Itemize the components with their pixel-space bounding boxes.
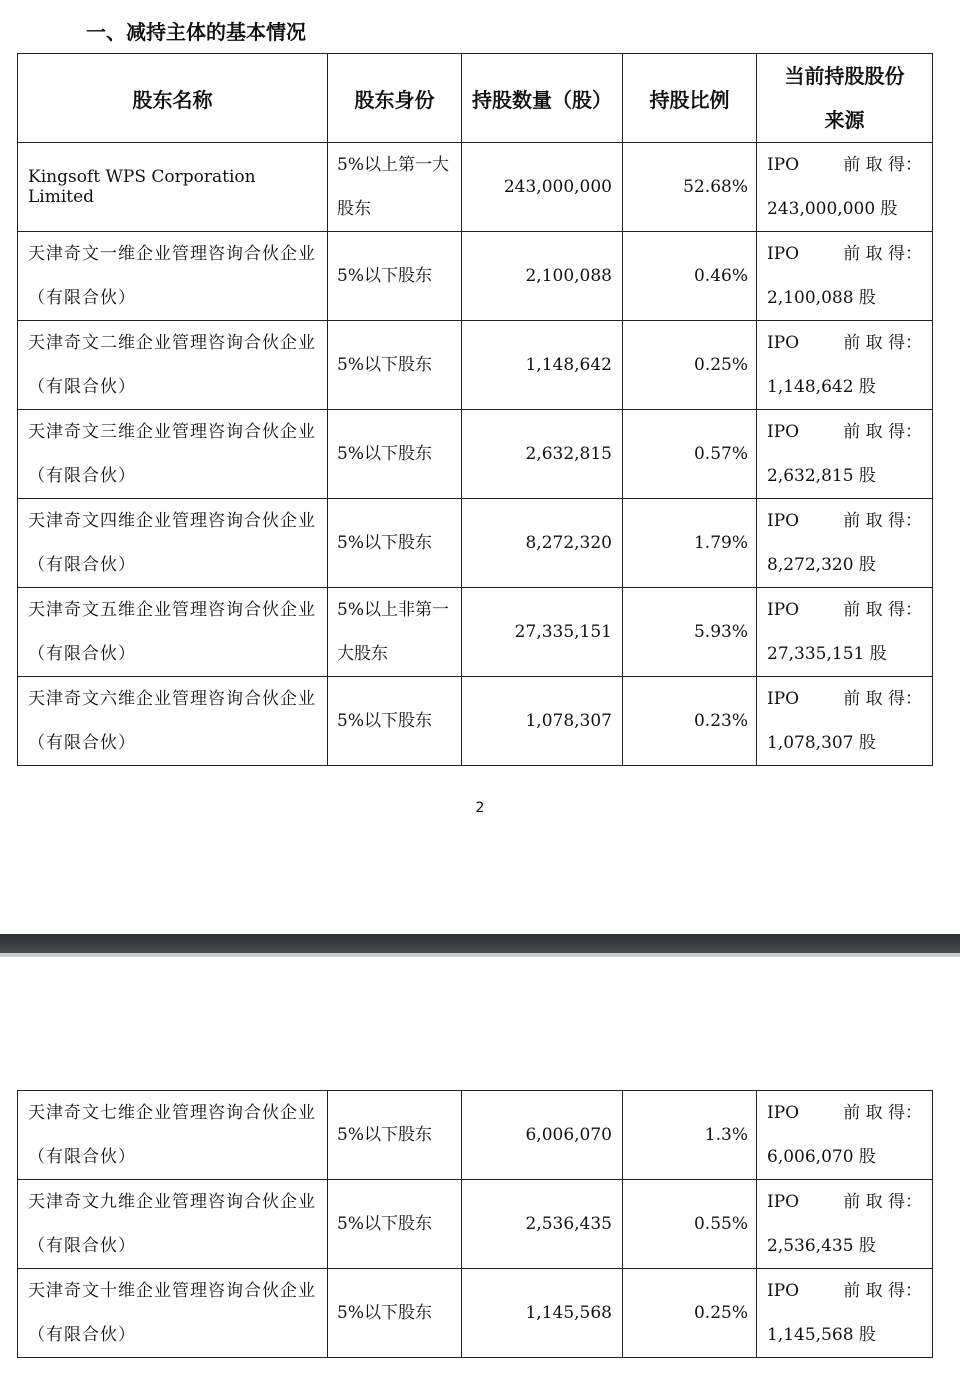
source-prefix: IPO xyxy=(767,333,800,353)
source-prefix: IPO xyxy=(767,689,800,709)
shareholder-name: 天津奇文二维企业管理咨询合伙企业（有限合伙） xyxy=(18,321,328,410)
share-ratio: 0.23% xyxy=(623,677,757,766)
source-label: 前 取 得： xyxy=(843,600,922,620)
shareholder-table-continued xyxy=(17,1090,933,1358)
shareholder-identity: 5%以下股东 xyxy=(328,410,462,499)
share-ratio: 0.57% xyxy=(623,410,757,499)
table-header-row xyxy=(18,54,933,143)
shareholder-identity: 5%以上第一大股东 xyxy=(328,143,462,232)
header-identity: 股东身份 xyxy=(328,54,462,143)
source-amount: 1,148,642 股 xyxy=(767,377,876,397)
share-quantity: 6,006,070 xyxy=(462,1091,623,1180)
share-ratio: 5.93% xyxy=(623,588,757,677)
table-row xyxy=(18,1180,933,1269)
source-prefix: IPO xyxy=(767,511,800,531)
shareholder-name: 天津奇文三维企业管理咨询合伙企业（有限合伙） xyxy=(18,410,328,499)
section-title: 一、减持主体的基本情况 xyxy=(86,20,306,44)
shareholder-identity: 5%以下股东 xyxy=(328,499,462,588)
table-row xyxy=(18,588,933,677)
source-amount: 1,078,307 股 xyxy=(767,733,876,753)
table-row xyxy=(18,1091,933,1180)
share-quantity: 2,100,088 xyxy=(462,232,623,321)
share-source xyxy=(757,321,933,410)
shareholder-name: 天津奇文一维企业管理咨询合伙企业（有限合伙） xyxy=(18,232,328,321)
share-ratio: 1.3% xyxy=(623,1091,757,1180)
share-ratio: 1.79% xyxy=(623,499,757,588)
shareholder-name: 天津奇文十维企业管理咨询合伙企业（有限合伙） xyxy=(18,1269,328,1358)
source-prefix: IPO xyxy=(767,422,800,442)
shareholder-identity: 5%以下股东 xyxy=(328,232,462,321)
source-prefix: IPO xyxy=(767,1192,800,1212)
share-quantity: 243,000,000 xyxy=(462,143,623,232)
source-amount: 2,632,815 股 xyxy=(767,466,876,486)
table-row xyxy=(18,410,933,499)
source-prefix: IPO xyxy=(767,1281,800,1301)
shareholder-name: 天津奇文六维企业管理咨询合伙企业（有限合伙） xyxy=(18,677,328,766)
header-ratio: 持股比例 xyxy=(623,54,757,143)
shareholder-name: 天津奇文五维企业管理咨询合伙企业（有限合伙） xyxy=(18,588,328,677)
page-number: 2 xyxy=(475,800,485,816)
share-source xyxy=(757,232,933,321)
source-label: 前 取 得： xyxy=(843,689,922,709)
share-quantity: 27,335,151 xyxy=(462,588,623,677)
source-prefix: IPO xyxy=(767,155,800,175)
shareholder-name: 天津奇文七维企业管理咨询合伙企业（有限合伙） xyxy=(18,1091,328,1180)
share-ratio: 0.25% xyxy=(623,1269,757,1358)
header-source-line1: 当前持股股份 xyxy=(784,64,905,88)
source-label: 前 取 得： xyxy=(843,1192,922,1212)
share-source xyxy=(757,499,933,588)
source-amount: 1,145,568 股 xyxy=(767,1325,876,1345)
source-amount: 8,272,320 股 xyxy=(767,555,876,575)
source-amount: 2,536,435 股 xyxy=(767,1236,876,1256)
source-amount: 243,000,000 股 xyxy=(767,199,898,219)
share-quantity: 2,632,815 xyxy=(462,410,623,499)
source-label: 前 取 得： xyxy=(843,1281,922,1301)
source-amount: 2,100,088 股 xyxy=(767,288,876,308)
shareholder-identity: 5%以下股东 xyxy=(328,1269,462,1358)
source-amount: 27,335,151 股 xyxy=(767,644,887,664)
table-row xyxy=(18,321,933,410)
share-quantity: 1,078,307 xyxy=(462,677,623,766)
share-source xyxy=(757,677,933,766)
share-ratio: 0.46% xyxy=(623,232,757,321)
source-label: 前 取 得： xyxy=(843,511,922,531)
source-prefix: IPO xyxy=(767,1103,800,1123)
table-row xyxy=(18,499,933,588)
table-row xyxy=(18,1269,933,1358)
shareholder-identity: 5%以上非第一大股东 xyxy=(328,588,462,677)
share-quantity: 1,148,642 xyxy=(462,321,623,410)
shareholder-name: Kingsoft WPS Corporation Limited xyxy=(18,143,328,232)
share-quantity: 2,536,435 xyxy=(462,1180,623,1269)
shareholder-name: 天津奇文九维企业管理咨询合伙企业（有限合伙） xyxy=(18,1180,328,1269)
share-quantity: 8,272,320 xyxy=(462,499,623,588)
share-source xyxy=(757,1180,933,1269)
share-source xyxy=(757,1269,933,1358)
shareholder-table xyxy=(17,53,933,766)
shareholder-identity: 5%以下股东 xyxy=(328,677,462,766)
header-name: 股东名称 xyxy=(18,54,328,143)
share-source xyxy=(757,143,933,232)
share-ratio: 0.25% xyxy=(623,321,757,410)
share-quantity: 1,145,568 xyxy=(462,1269,623,1358)
share-source xyxy=(757,588,933,677)
shareholder-name: 天津奇文四维企业管理咨询合伙企业（有限合伙） xyxy=(18,499,328,588)
shareholder-identity: 5%以下股东 xyxy=(328,321,462,410)
table-row xyxy=(18,677,933,766)
source-label: 前 取 得： xyxy=(843,1103,922,1123)
share-ratio: 0.55% xyxy=(623,1180,757,1269)
header-source xyxy=(757,54,933,143)
source-amount: 6,006,070 股 xyxy=(767,1147,876,1167)
share-source xyxy=(757,1091,933,1180)
share-source xyxy=(757,410,933,499)
source-prefix: IPO xyxy=(767,244,800,264)
table-row xyxy=(18,232,933,321)
share-ratio: 52.68% xyxy=(623,143,757,232)
header-source-line2: 来源 xyxy=(824,108,865,132)
source-prefix: IPO xyxy=(767,600,800,620)
source-label: 前 取 得： xyxy=(843,155,922,175)
shareholder-identity: 5%以下股东 xyxy=(328,1091,462,1180)
page-break-divider xyxy=(0,934,960,953)
header-quantity: 持股数量（股） xyxy=(462,54,623,143)
source-label: 前 取 得： xyxy=(843,422,922,442)
source-label: 前 取 得： xyxy=(843,244,922,264)
source-label: 前 取 得： xyxy=(843,333,922,353)
shareholder-identity: 5%以下股东 xyxy=(328,1180,462,1269)
table-row xyxy=(18,143,933,232)
